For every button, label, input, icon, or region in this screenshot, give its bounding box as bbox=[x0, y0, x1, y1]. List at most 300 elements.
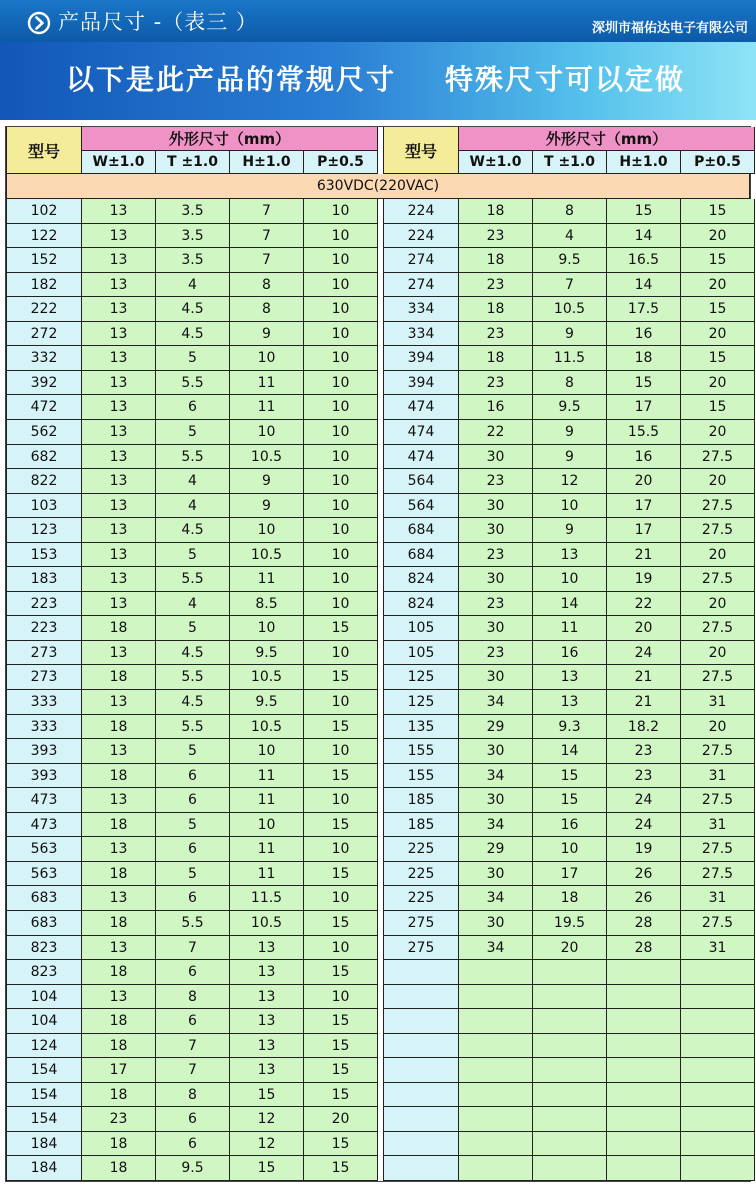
left-model-cell: 123 bbox=[6, 518, 82, 543]
left-value-cell: 12 bbox=[230, 1107, 304, 1132]
left-value-cell: 13 bbox=[230, 1034, 304, 1058]
right-dimension-header: 外形尺寸（mm） bbox=[459, 127, 755, 151]
left-value-cell: 23 bbox=[82, 1107, 156, 1132]
left-value-cell: 10.5 bbox=[230, 911, 304, 936]
right-value-cell: 14 bbox=[607, 273, 681, 297]
left-model-cell: 393 bbox=[6, 764, 82, 788]
right-model-cell: 824 bbox=[383, 592, 459, 616]
right-value-cell: 13 bbox=[533, 665, 607, 690]
page-title: 产品尺寸 -（表三 ） bbox=[58, 10, 258, 34]
left-value-cell: 5.5 bbox=[156, 911, 230, 936]
left-value-cell: 11 bbox=[230, 395, 304, 420]
right-value-cell: 23 bbox=[459, 273, 533, 297]
left-value-cell: 10 bbox=[304, 322, 378, 346]
left-value-cell: 15 bbox=[304, 764, 378, 788]
left-value-cell: 6 bbox=[156, 788, 230, 813]
left-value-cell: 5 bbox=[156, 616, 230, 641]
left-model-cell: 124 bbox=[6, 1034, 82, 1058]
left-value-cell: 4 bbox=[156, 592, 230, 616]
right-value-cell: 30 bbox=[459, 518, 533, 543]
left-model-cell: 332 bbox=[6, 346, 82, 371]
right-subheader-1: T ±1.0 bbox=[533, 151, 607, 174]
right-model-cell: 225 bbox=[383, 886, 459, 911]
right-empty-cell bbox=[383, 1034, 459, 1058]
left-value-cell: 10 bbox=[304, 199, 378, 224]
right-value-cell: 34 bbox=[459, 764, 533, 788]
left-value-cell: 11 bbox=[230, 371, 304, 395]
right-empty-cell bbox=[459, 985, 533, 1009]
left-value-cell: 11.5 bbox=[230, 886, 304, 911]
right-empty-cell bbox=[533, 1156, 607, 1181]
left-value-cell: 18 bbox=[82, 813, 156, 837]
right-model-cell: 225 bbox=[383, 862, 459, 886]
left-value-cell: 10.5 bbox=[230, 665, 304, 690]
left-model-cell: 182 bbox=[6, 273, 82, 297]
right-model-cell: 155 bbox=[383, 764, 459, 788]
right-value-cell: 17 bbox=[607, 395, 681, 420]
left-value-cell: 6 bbox=[156, 395, 230, 420]
left-value-cell: 6 bbox=[156, 960, 230, 985]
left-value-cell: 10 bbox=[304, 346, 378, 371]
right-empty-cell bbox=[681, 1156, 755, 1181]
left-value-cell: 11 bbox=[230, 788, 304, 813]
left-value-cell: 13 bbox=[82, 445, 156, 469]
left-value-cell: 9.5 bbox=[230, 641, 304, 665]
right-value-cell: 20 bbox=[681, 322, 755, 346]
left-value-cell: 8.5 bbox=[230, 592, 304, 616]
left-model-cell: 333 bbox=[6, 715, 82, 739]
right-value-cell: 34 bbox=[459, 886, 533, 911]
left-value-cell: 13 bbox=[82, 297, 156, 322]
right-value-cell: 20 bbox=[681, 543, 755, 567]
left-value-cell: 10.5 bbox=[230, 715, 304, 739]
left-value-cell: 13 bbox=[82, 346, 156, 371]
left-value-cell: 13 bbox=[82, 469, 156, 494]
right-value-cell: 21 bbox=[607, 543, 681, 567]
right-empty-cell bbox=[533, 985, 607, 1009]
right-value-cell: 16 bbox=[533, 641, 607, 665]
left-value-cell: 10 bbox=[304, 739, 378, 764]
right-value-cell: 21 bbox=[607, 665, 681, 690]
right-value-cell: 27.5 bbox=[681, 567, 755, 592]
left-value-cell: 9 bbox=[230, 469, 304, 494]
left-value-cell: 5 bbox=[156, 420, 230, 445]
right-model-cell: 684 bbox=[383, 543, 459, 567]
left-value-cell: 13 bbox=[82, 248, 156, 273]
right-value-cell: 28 bbox=[607, 911, 681, 936]
right-value-cell: 13 bbox=[533, 543, 607, 567]
right-value-cell: 23 bbox=[459, 641, 533, 665]
right-value-cell: 20 bbox=[681, 469, 755, 494]
left-value-cell: 18 bbox=[82, 1132, 156, 1156]
left-model-cell: 184 bbox=[6, 1156, 82, 1181]
left-value-cell: 13 bbox=[82, 395, 156, 420]
arrow-circle-icon bbox=[27, 11, 51, 35]
left-value-cell: 13 bbox=[82, 641, 156, 665]
left-value-cell: 13 bbox=[82, 543, 156, 567]
left-value-cell: 10 bbox=[304, 420, 378, 445]
left-model-cell: 183 bbox=[6, 567, 82, 592]
left-value-cell: 6 bbox=[156, 1132, 230, 1156]
right-empty-cell bbox=[681, 1034, 755, 1058]
right-empty-cell bbox=[681, 1009, 755, 1034]
right-value-cell: 27.5 bbox=[681, 739, 755, 764]
right-value-cell: 27.5 bbox=[681, 494, 755, 518]
right-model-cell: 155 bbox=[383, 739, 459, 764]
right-empty-cell bbox=[459, 960, 533, 985]
right-empty-cell bbox=[533, 1083, 607, 1107]
right-model-cell: 564 bbox=[383, 469, 459, 494]
right-value-cell: 19 bbox=[607, 837, 681, 862]
left-model-cell: 683 bbox=[6, 886, 82, 911]
left-value-cell: 9 bbox=[230, 494, 304, 518]
right-value-cell: 17 bbox=[607, 494, 681, 518]
right-value-cell: 30 bbox=[459, 739, 533, 764]
right-value-cell: 15 bbox=[681, 395, 755, 420]
right-value-cell: 27.5 bbox=[681, 788, 755, 813]
left-value-cell: 3.5 bbox=[156, 199, 230, 224]
left-value-cell: 8 bbox=[156, 985, 230, 1009]
left-model-cell: 104 bbox=[6, 1009, 82, 1034]
right-empty-cell bbox=[533, 1034, 607, 1058]
left-value-cell: 9 bbox=[230, 322, 304, 346]
left-value-cell: 7 bbox=[156, 1034, 230, 1058]
left-value-cell: 10 bbox=[304, 395, 378, 420]
right-value-cell: 23 bbox=[607, 739, 681, 764]
right-value-cell: 19.5 bbox=[533, 911, 607, 936]
left-model-cell: 272 bbox=[6, 322, 82, 346]
right-value-cell: 9 bbox=[533, 322, 607, 346]
left-value-cell: 5 bbox=[156, 739, 230, 764]
right-value-cell: 20 bbox=[681, 273, 755, 297]
left-model-cell: 473 bbox=[6, 813, 82, 837]
left-model-cell: 222 bbox=[6, 297, 82, 322]
left-model-cell: 472 bbox=[6, 395, 82, 420]
left-value-cell: 15 bbox=[304, 1132, 378, 1156]
left-value-cell: 10 bbox=[304, 567, 378, 592]
right-empty-cell bbox=[533, 1107, 607, 1132]
left-value-cell: 6 bbox=[156, 1009, 230, 1034]
left-value-cell: 13 bbox=[82, 837, 156, 862]
left-value-cell: 15 bbox=[304, 862, 378, 886]
right-value-cell: 27.5 bbox=[681, 445, 755, 469]
right-value-cell: 17.5 bbox=[607, 297, 681, 322]
right-value-cell: 30 bbox=[459, 494, 533, 518]
right-value-cell: 15 bbox=[681, 297, 755, 322]
right-value-cell: 31 bbox=[681, 886, 755, 911]
left-value-cell: 15 bbox=[304, 1156, 378, 1181]
left-model-cell: 223 bbox=[6, 592, 82, 616]
left-value-cell: 15 bbox=[230, 1083, 304, 1107]
left-model-cell: 152 bbox=[6, 248, 82, 273]
right-model-cell: 334 bbox=[383, 297, 459, 322]
left-value-cell: 7 bbox=[230, 199, 304, 224]
right-value-cell: 13 bbox=[533, 690, 607, 715]
right-empty-cell bbox=[383, 1083, 459, 1107]
right-value-cell: 12 bbox=[533, 469, 607, 494]
left-value-cell: 13 bbox=[82, 420, 156, 445]
left-model-cell: 683 bbox=[6, 911, 82, 936]
right-value-cell: 20 bbox=[607, 469, 681, 494]
left-value-cell: 10 bbox=[230, 739, 304, 764]
right-empty-cell bbox=[383, 985, 459, 1009]
left-dimension-header: 外形尺寸（mm） bbox=[82, 127, 378, 151]
left-model-cell: 154 bbox=[6, 1083, 82, 1107]
right-value-cell: 30 bbox=[459, 788, 533, 813]
left-value-cell: 9.5 bbox=[156, 1156, 230, 1181]
right-model-cell: 824 bbox=[383, 567, 459, 592]
left-value-cell: 10 bbox=[304, 985, 378, 1009]
right-value-cell: 28 bbox=[607, 936, 681, 960]
left-value-cell: 13 bbox=[82, 224, 156, 248]
right-value-cell: 23 bbox=[459, 371, 533, 395]
right-empty-cell bbox=[533, 960, 607, 985]
right-value-cell: 27.5 bbox=[681, 616, 755, 641]
right-empty-cell bbox=[607, 960, 681, 985]
right-value-cell: 9.5 bbox=[533, 248, 607, 273]
left-value-cell: 10 bbox=[304, 445, 378, 469]
left-value-cell: 13 bbox=[82, 592, 156, 616]
left-value-cell: 10 bbox=[304, 469, 378, 494]
right-value-cell: 11 bbox=[533, 616, 607, 641]
top-title-bar bbox=[0, 0, 756, 42]
left-value-cell: 10.5 bbox=[230, 445, 304, 469]
right-model-cell: 274 bbox=[383, 273, 459, 297]
right-value-cell: 18 bbox=[533, 886, 607, 911]
right-value-cell: 14 bbox=[533, 739, 607, 764]
right-value-cell: 18 bbox=[459, 297, 533, 322]
right-model-cell: 185 bbox=[383, 813, 459, 837]
left-value-cell: 10 bbox=[304, 297, 378, 322]
left-value-cell: 10 bbox=[304, 273, 378, 297]
right-empty-cell bbox=[459, 1156, 533, 1181]
left-value-cell: 4.5 bbox=[156, 297, 230, 322]
right-value-cell: 20 bbox=[681, 371, 755, 395]
right-empty-cell bbox=[681, 985, 755, 1009]
right-value-cell: 15 bbox=[533, 764, 607, 788]
left-value-cell: 9.5 bbox=[230, 690, 304, 715]
left-subheader-1: T ±1.0 bbox=[156, 151, 230, 174]
right-value-cell: 30 bbox=[459, 665, 533, 690]
left-value-cell: 11 bbox=[230, 837, 304, 862]
left-value-cell: 18 bbox=[82, 1034, 156, 1058]
right-value-cell: 15 bbox=[681, 346, 755, 371]
right-value-cell: 23 bbox=[459, 469, 533, 494]
left-value-cell: 5.5 bbox=[156, 371, 230, 395]
right-model-cell: 105 bbox=[383, 616, 459, 641]
right-value-cell: 27.5 bbox=[681, 518, 755, 543]
right-empty-cell bbox=[459, 1107, 533, 1132]
right-value-cell: 27.5 bbox=[681, 837, 755, 862]
left-value-cell: 15 bbox=[304, 665, 378, 690]
right-value-cell: 9 bbox=[533, 420, 607, 445]
left-value-cell: 18 bbox=[82, 715, 156, 739]
right-empty-cell bbox=[533, 1132, 607, 1156]
left-value-cell: 10 bbox=[304, 936, 378, 960]
left-model-cell: 563 bbox=[6, 837, 82, 862]
right-value-cell: 34 bbox=[459, 936, 533, 960]
left-value-cell: 5 bbox=[156, 813, 230, 837]
left-value-cell: 5.5 bbox=[156, 665, 230, 690]
right-value-cell: 34 bbox=[459, 690, 533, 715]
right-value-cell: 15 bbox=[681, 199, 755, 224]
right-value-cell: 11.5 bbox=[533, 346, 607, 371]
right-value-cell: 8 bbox=[533, 199, 607, 224]
left-value-cell: 6 bbox=[156, 886, 230, 911]
right-empty-cell bbox=[383, 1058, 459, 1083]
right-empty-cell bbox=[607, 1107, 681, 1132]
right-value-cell: 15 bbox=[681, 248, 755, 273]
right-model-cell: 474 bbox=[383, 420, 459, 445]
left-value-cell: 5.5 bbox=[156, 715, 230, 739]
right-value-cell: 30 bbox=[459, 911, 533, 936]
left-model-header: 型号 bbox=[6, 127, 82, 174]
right-empty-cell bbox=[681, 1107, 755, 1132]
left-model-cell: 223 bbox=[6, 616, 82, 641]
left-value-cell: 10 bbox=[304, 494, 378, 518]
left-model-cell: 103 bbox=[6, 494, 82, 518]
left-value-cell: 4 bbox=[156, 494, 230, 518]
right-value-cell: 20 bbox=[681, 715, 755, 739]
left-value-cell: 10 bbox=[230, 346, 304, 371]
right-empty-cell bbox=[681, 960, 755, 985]
right-value-cell: 9 bbox=[533, 445, 607, 469]
right-value-cell: 24 bbox=[607, 641, 681, 665]
left-value-cell: 10 bbox=[304, 690, 378, 715]
right-empty-cell bbox=[459, 1132, 533, 1156]
left-value-cell: 13 bbox=[82, 494, 156, 518]
right-value-cell: 16 bbox=[459, 395, 533, 420]
right-value-cell: 9.3 bbox=[533, 715, 607, 739]
right-model-cell: 274 bbox=[383, 248, 459, 273]
right-value-cell: 30 bbox=[459, 445, 533, 469]
right-value-cell: 9 bbox=[533, 518, 607, 543]
left-value-cell: 15 bbox=[304, 1083, 378, 1107]
right-model-cell: 684 bbox=[383, 518, 459, 543]
right-empty-cell bbox=[383, 960, 459, 985]
right-empty-cell bbox=[607, 1083, 681, 1107]
right-empty-cell bbox=[681, 1058, 755, 1083]
right-model-cell: 564 bbox=[383, 494, 459, 518]
left-value-cell: 13 bbox=[82, 788, 156, 813]
slogan-custom-sizes: 特殊尺寸可以定做 bbox=[445, 63, 686, 96]
right-model-cell: 394 bbox=[383, 371, 459, 395]
right-empty-cell bbox=[607, 985, 681, 1009]
left-value-cell: 10.5 bbox=[230, 543, 304, 567]
right-empty-cell bbox=[681, 1132, 755, 1156]
left-value-cell: 10 bbox=[304, 543, 378, 567]
right-empty-cell bbox=[607, 1009, 681, 1034]
left-model-cell: 562 bbox=[6, 420, 82, 445]
left-model-cell: 154 bbox=[6, 1107, 82, 1132]
right-empty-cell bbox=[459, 1009, 533, 1034]
left-value-cell: 15 bbox=[304, 1058, 378, 1083]
left-value-cell: 13 bbox=[230, 985, 304, 1009]
right-value-cell: 7 bbox=[533, 273, 607, 297]
left-value-cell: 18 bbox=[82, 1009, 156, 1034]
left-value-cell: 11 bbox=[230, 764, 304, 788]
right-value-cell: 30 bbox=[459, 567, 533, 592]
right-value-cell: 15.5 bbox=[607, 420, 681, 445]
right-model-cell: 225 bbox=[383, 837, 459, 862]
right-empty-cell bbox=[459, 1083, 533, 1107]
left-value-cell: 5 bbox=[156, 543, 230, 567]
right-value-cell: 14 bbox=[607, 224, 681, 248]
right-value-cell: 10 bbox=[533, 837, 607, 862]
left-value-cell: 12 bbox=[230, 1132, 304, 1156]
left-value-cell: 18 bbox=[82, 960, 156, 985]
left-value-cell: 10 bbox=[230, 813, 304, 837]
left-value-cell: 15 bbox=[304, 616, 378, 641]
right-value-cell: 17 bbox=[607, 518, 681, 543]
left-value-cell: 10 bbox=[230, 616, 304, 641]
left-value-cell: 15 bbox=[230, 1156, 304, 1181]
right-model-cell: 185 bbox=[383, 788, 459, 813]
right-value-cell: 20 bbox=[681, 224, 755, 248]
right-subheader-0: W±1.0 bbox=[459, 151, 533, 174]
left-value-cell: 18 bbox=[82, 862, 156, 886]
left-value-cell: 7 bbox=[230, 224, 304, 248]
right-value-cell: 31 bbox=[681, 764, 755, 788]
right-value-cell: 16 bbox=[607, 445, 681, 469]
right-model-cell: 394 bbox=[383, 346, 459, 371]
left-model-cell: 153 bbox=[6, 543, 82, 567]
left-value-cell: 18 bbox=[82, 764, 156, 788]
right-value-cell: 23 bbox=[459, 543, 533, 567]
right-value-cell: 30 bbox=[459, 862, 533, 886]
right-value-cell: 16 bbox=[607, 322, 681, 346]
right-value-cell: 29 bbox=[459, 837, 533, 862]
left-value-cell: 6 bbox=[156, 764, 230, 788]
left-model-cell: 122 bbox=[6, 224, 82, 248]
right-empty-cell bbox=[383, 1107, 459, 1132]
left-value-cell: 10 bbox=[304, 518, 378, 543]
right-model-cell: 105 bbox=[383, 641, 459, 665]
right-empty-cell bbox=[607, 1034, 681, 1058]
left-value-cell: 13 bbox=[82, 739, 156, 764]
left-value-cell: 13 bbox=[82, 273, 156, 297]
right-value-cell: 18 bbox=[459, 248, 533, 273]
left-value-cell: 7 bbox=[156, 936, 230, 960]
left-value-cell: 10 bbox=[304, 224, 378, 248]
left-value-cell: 10 bbox=[304, 837, 378, 862]
left-value-cell: 13 bbox=[230, 1009, 304, 1034]
right-model-cell: 334 bbox=[383, 322, 459, 346]
left-model-cell: 273 bbox=[6, 641, 82, 665]
left-value-cell: 10 bbox=[304, 248, 378, 273]
right-value-cell: 23 bbox=[459, 592, 533, 616]
left-value-cell: 15 bbox=[304, 1034, 378, 1058]
right-value-cell: 24 bbox=[607, 788, 681, 813]
right-empty-cell bbox=[681, 1083, 755, 1107]
right-model-cell: 275 bbox=[383, 911, 459, 936]
left-value-cell: 5 bbox=[156, 862, 230, 886]
left-value-cell: 15 bbox=[304, 960, 378, 985]
left-value-cell: 10 bbox=[304, 371, 378, 395]
right-value-cell: 20 bbox=[533, 936, 607, 960]
dimension-table bbox=[5, 126, 751, 1182]
left-value-cell: 13 bbox=[82, 518, 156, 543]
left-subheader-0: W±1.0 bbox=[82, 151, 156, 174]
left-model-cell: 563 bbox=[6, 862, 82, 886]
left-value-cell: 13 bbox=[82, 199, 156, 224]
left-value-cell: 10 bbox=[304, 641, 378, 665]
right-value-cell: 17 bbox=[533, 862, 607, 886]
right-empty-cell bbox=[459, 1034, 533, 1058]
right-empty-cell bbox=[533, 1058, 607, 1083]
left-value-cell: 18 bbox=[82, 616, 156, 641]
left-value-cell: 5.5 bbox=[156, 445, 230, 469]
